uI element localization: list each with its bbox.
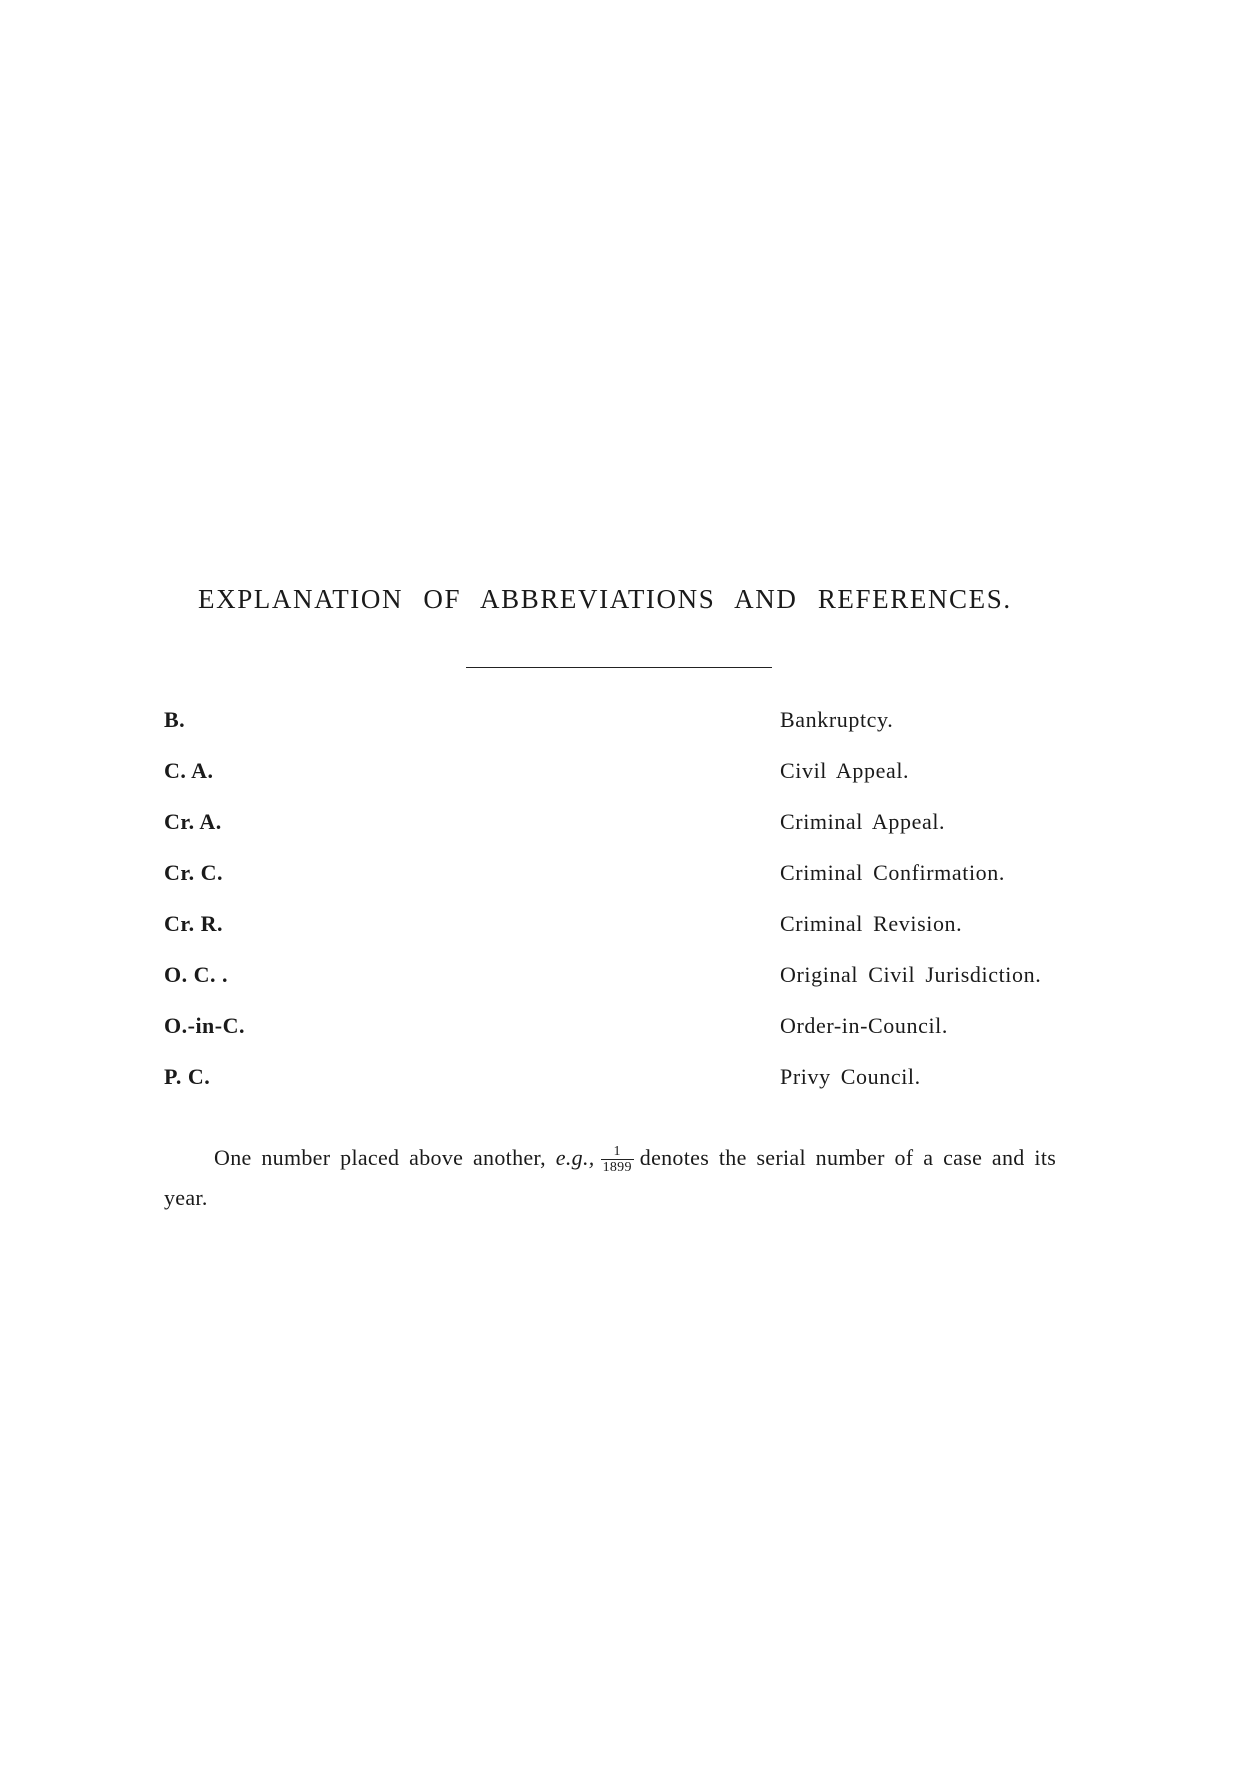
abbreviation-definition: Privy Council. <box>780 1064 921 1089</box>
fraction-numerator: 1 <box>601 1144 634 1160</box>
abbreviation-term: O. C. . <box>164 962 228 987</box>
abbreviation-term: Cr. C. <box>164 860 224 885</box>
abbreviation-definition: Civil Appeal. <box>780 758 910 783</box>
abbreviation-definition: Criminal Revision. <box>780 911 963 936</box>
abbreviation-term: C. A. <box>164 758 214 783</box>
abbreviation-row <box>164 961 1114 1012</box>
abbreviation-definition: Order-in-Council. <box>780 1013 948 1038</box>
page-title: EXPLANATION OF ABBREVIATIONS AND REFERENCES. <box>198 584 1012 614</box>
note-suffix: denotes the serial number of a case and its year. <box>164 1145 1057 1210</box>
fraction-denominator: 1899 <box>602 1160 632 1176</box>
abbreviation-definition: Original Civil Jurisdiction. <box>780 962 1042 987</box>
abbreviation-row <box>164 910 1114 961</box>
note-prefix: One number placed above another, <box>214 1145 546 1170</box>
title-divider <box>466 667 772 668</box>
abbreviation-row <box>164 706 1114 757</box>
abbreviation-list <box>164 706 1114 1114</box>
abbreviation-row <box>164 859 1114 910</box>
abbreviation-term: O.-in-C. <box>164 1013 245 1038</box>
abbreviation-definition: Criminal Confirmation. <box>780 860 1005 885</box>
note-eg: e.g., <box>555 1145 595 1170</box>
abbreviation-term: P. C. <box>164 1064 211 1089</box>
abbreviation-row <box>164 808 1114 859</box>
example-fraction <box>601 1144 634 1175</box>
abbreviation-row <box>164 1012 1114 1063</box>
abbreviation-definition: Bankruptcy. <box>780 707 894 732</box>
abbreviation-row <box>164 1063 1114 1114</box>
abbreviation-term: Cr. A. <box>164 809 222 834</box>
abbreviation-definition: Criminal Appeal. <box>780 809 946 834</box>
abbreviation-term: Cr. R. <box>164 911 224 936</box>
abbreviation-term: B. <box>164 707 186 732</box>
reference-note <box>164 1138 1104 1218</box>
abbreviation-row <box>164 757 1114 808</box>
